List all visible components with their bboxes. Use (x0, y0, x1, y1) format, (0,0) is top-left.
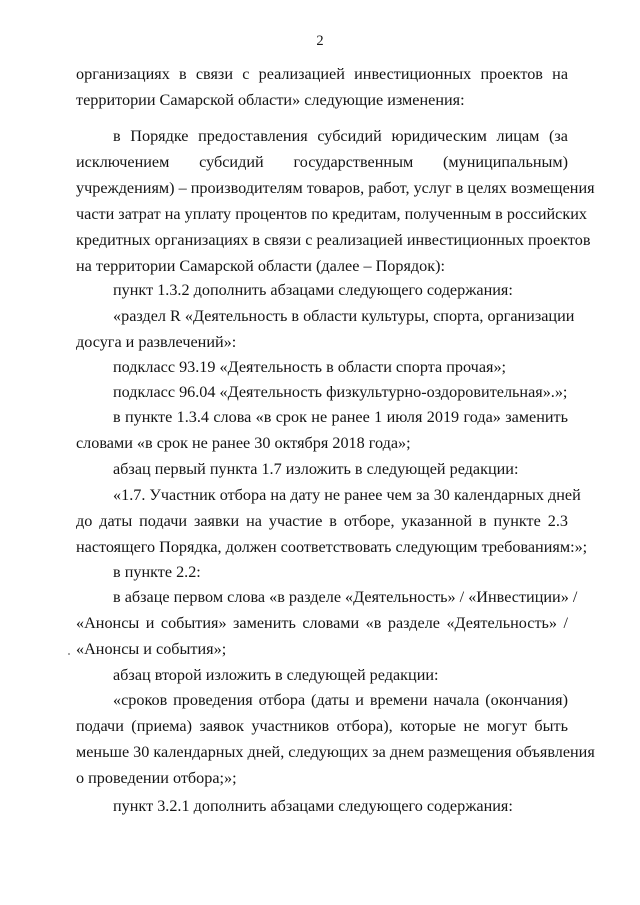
page-number: 2 (316, 33, 324, 49)
scan-speck (68, 653, 70, 655)
text-line: части затрат на уплату процентов по кредитам, полученным в российских (76, 205, 587, 223)
text-line: до даты подачи заявки на участие в отборе, указанной в пункте 2.3 (76, 512, 568, 530)
text-line: подкласс 93.19 «Деятельность в области спорта прочая»; (113, 358, 507, 376)
text-line: исключением субсидий государственным (муниципальным) (76, 153, 568, 171)
text-line: подачи (приема) заявок участников отбора), которые не могут быть (76, 717, 568, 735)
text-line: в пункте 1.3.4 слова «в срок не ранее 1 июля 2019 года» заменить (113, 408, 568, 426)
text-line: учреждениям) – производителям товаров, работ, услуг в целях возмещения (76, 179, 595, 197)
text-line: «сроков проведения отбора (даты и времени начала (окончания) (113, 691, 568, 709)
text-line: в пункте 2.2: (113, 563, 201, 581)
text-line: на территории Самарской области (далее – Порядок): (76, 257, 445, 275)
text-line: территории Самарской области» следующие изменения: (76, 91, 465, 109)
text-line: кредитных организациях в связи с реализацией инвестиционных проектов (76, 231, 591, 249)
text-line: настоящего Порядка, должен соответствовать следующим требованиям:»; (76, 538, 588, 556)
text-line: «1.7. Участник отбора на дату не ранее чем за 30 календарных дней (113, 486, 581, 504)
text-line: досуга и развлечений»: (76, 333, 237, 351)
text-line: меньше 30 календарных дней, следующих за днем размещения объявления (76, 743, 595, 761)
text-line: абзац первый пункта 1.7 изложить в следующей редакции: (113, 460, 519, 478)
text-line: в Порядке предоставления субсидий юридическим лицам (за (113, 127, 568, 145)
text-line: «Анонсы и события»; (76, 640, 227, 658)
text-line: организациях в связи с реализацией инвестиционных проектов на (76, 65, 568, 83)
text-line: словами «в срок не ранее 30 октября 2018 года»; (76, 434, 411, 452)
text-line: «Анонсы и события» заменить словами «в разделе «Деятельность» / (76, 614, 568, 632)
text-line: пункт 1.3.2 дополнить абзацами следующего содержания: (113, 281, 513, 299)
text-line: пункт 3.2.1 дополнить абзацами следующего содержания: (113, 797, 513, 815)
text-line: «раздел R «Деятельность в области культуры, спорта, организации (113, 307, 575, 325)
text-line: абзац второй изложить в следующей редакции: (113, 666, 439, 684)
text-line: в абзаце первом слова «в разделе «Деятельность» / «Инвестиции» / (113, 588, 578, 606)
text-line: о проведении отбора;»; (76, 769, 237, 787)
text-line: подкласс 96.04 «Деятельность физкультурно-оздоровительная».»; (113, 383, 568, 401)
